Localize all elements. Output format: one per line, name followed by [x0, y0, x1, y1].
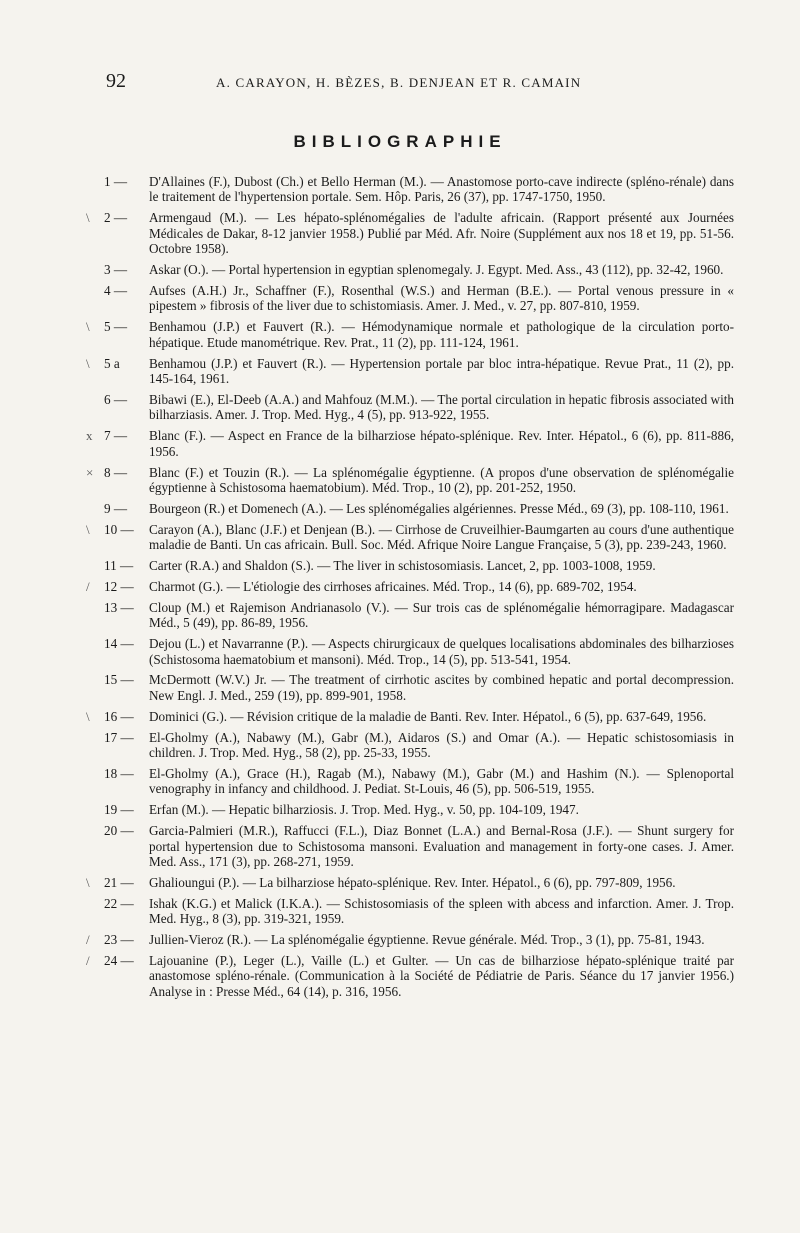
reference-text: Cloup (M.) et Rajemison Andrianasolo (V.). — Sur trois cas de splénomégalie hémorragipare. Madagascar Méd., 5 (49), pp. 86-89, 1956. [149, 599, 734, 631]
reference-text: Dominici (G.). — Révision critique de la maladie de Banti. Rev. Inter. Hépatol., 6 (5), pp. 637-649, 1956. [149, 708, 707, 724]
reference-entry [104, 672, 734, 703]
reference-entry [104, 262, 734, 277]
reference-entry [104, 730, 734, 761]
reference-entry [86, 874, 734, 890]
reference-entry [104, 896, 734, 927]
reference-list [86, 174, 734, 1005]
reference-text: Ghalioungui (P.). — La bilharziose hépato-splénique. Rev. Inter. Hépatol., 6 (6), pp. 797-809, 1956. [149, 874, 676, 890]
reference-text: Carter (R.A.) and Shaldon (S.). — The liver in schistosomiasis. Lancet, 2, pp. 1003-1008, 1959. [149, 558, 656, 574]
reference-entry [86, 319, 734, 350]
reference-number: 13 — [104, 599, 134, 615]
reference-number: 12 — [104, 578, 134, 594]
reference-text: McDermott (W.V.) Jr. — The treatment of cirrhotic ascites by combined hepatic and portal decompression. New Engl. J. Med., 259 (19), pp. 899-901, 1958. [149, 672, 734, 703]
reference-number: 16 — [104, 708, 134, 724]
running-head: A. CARAYON, H. BÈZES, B. DENJEAN ET R. CAMAIN [216, 75, 582, 90]
reference-text: Armengaud (M.). — Les hépato-splénomégalies de l'adulte africain. (Rapport présenté aux Journées Médicales de Dakar, 8-12 janvier 1958.) Publié par Méd. Afr. Noire (Supplément aux nos 18 et 19, pp. 51-56. Octobre 1958). [149, 210, 734, 257]
reference-number: 5 a [104, 355, 120, 371]
reference-number: 21 — [104, 874, 134, 890]
reference-entry [86, 464, 734, 496]
margin-annotation: x [86, 428, 93, 444]
page-number: 92 [106, 70, 126, 92]
reference-entry [104, 823, 734, 869]
reference-number: 24 — [104, 953, 134, 969]
reference-text: Erfan (M.). — Hepatic bilharziosis. J. Trop. Med. Hyg., v. 50, pp. 104-109, 1947. [149, 802, 579, 818]
reference-number: 8 — [104, 464, 128, 480]
reference-text: Carayon (A.), Blanc (J.F.) et Denjean (B.). — Cirrhose de Cruveilhier-Baumgarten au cours d'une authentique maladie de Banti. Un cas africain. Bull. Soc. Méd. Afrique Noire Langue Française, 5 (3), pp. 239-243, 1960. [149, 521, 734, 553]
reference-number: 5 — [104, 319, 128, 335]
margin-annotation: / [86, 578, 90, 594]
reference-number: 22 — [104, 895, 134, 911]
reference-entry [86, 708, 734, 724]
reference-text: Askar (O.). — Portal hypertension in egyptian splenomegaly. J. Egypt. Med. Ass., 43 (112), pp. 32-42, 1960. [149, 262, 724, 278]
page-header [106, 70, 726, 98]
margin-annotation: \ [86, 319, 90, 335]
reference-entry [104, 283, 734, 314]
section-title: BIBLIOGRAPHIE [293, 132, 507, 151]
reference-entry [86, 521, 734, 553]
reference-entry [104, 636, 734, 667]
reference-number: 15 — [104, 672, 134, 688]
reference-entry [86, 932, 734, 948]
reference-text: Benhamou (J.P.) et Fauvert (R.). — Hémodynamique normale et pathologique de la circulation porto-hépatique. Etude manométrique. Rev. Prat., 11 (2), pp. 111-124, 1961. [149, 319, 734, 350]
reference-text: Ishak (K.G.) et Malick (I.K.A.). — Schistosomiasis of the spleen with abcess and infarction. Amer. J. Trop. Med. Hyg., 8 (3), pp. 319-321, 1959. [149, 895, 734, 927]
reference-entry [86, 210, 734, 257]
reference-text: Dejou (L.) et Navarranne (P.). — Aspects chirurgicaux de quelques localisations abdominales des bilharzioses (Schistosoma haematobium et mansoni). Méd. Trop., 14 (5), pp. 513-541, 1954. [149, 636, 734, 667]
reference-entry [104, 392, 734, 423]
reference-text: Bibawi (E.), El-Deeb (A.A.) and Mahfouz (M.M.). — The portal circulation in hepatic fibrosis associated with bilharziasis. Amer. J. Trop. Med. Hyg., 4 (5), pp. 913-922, 1955. [149, 391, 734, 423]
reference-number: 1 — [104, 174, 128, 189]
reference-text: El-Gholmy (A.), Grace (H.), Ragab (M.), Nabawy (M.), Gabr (M.) and Hashim (N.). — Splenoportal venography in infancy and childhood. J. Pediat. St-Louis, 46 (5), pp. 506-519, 1955. [149, 766, 734, 797]
reference-number: 10 — [104, 521, 134, 537]
reference-number: 4 — [104, 282, 128, 298]
reference-text: Blanc (F.) et Touzin (R.). — La splénomégalie égyptienne. (A propos d'une observation de splénomégalie égyptienne à Schistosoma haematobium). Méd. Trop., 10 (2), pp. 201-252, 1950. [149, 464, 734, 495]
margin-annotation: / [86, 932, 90, 948]
reference-text: D'Allaines (F.), Dubost (Ch.) et Bello Herman (M.). — Anastomose porto-cave indirecte (spléno-rénale) dans le traitement de l'hypertension portale. Sem. Hôp. Paris, 26 (37), pp. 1747-1750, 1950. [149, 174, 734, 205]
reference-number: 11 — [104, 558, 134, 574]
reference-text: Bourgeon (R.) et Domenech (A.). — Les splénomégalies algériennes. Presse Méd., 69 (3), pp. 108-110, 1961. [149, 500, 729, 516]
reference-entry [86, 355, 734, 387]
reference-entry [86, 428, 734, 459]
reference-entry [104, 766, 734, 797]
margin-annotation: \ [86, 874, 90, 890]
reference-text: Jullien-Vieroz (R.). — La splénomégalie égyptienne. Revue générale. Méd. Trop., 3 (1), pp. 75-81, 1943. [149, 932, 705, 948]
reference-number: 3 — [104, 262, 128, 278]
reference-text: Aufses (A.H.) Jr., Schaffner (F.), Rosenthal (W.S.) and Herman (B.E.). — Portal venous pressure in « pipestem » fibrosis of the liver due to schistomiasis. Amer. J. Med., v. 27, pp. 807-810, 1959. [149, 282, 734, 314]
reference-number: 14 — [104, 636, 134, 652]
margin-annotation: \ [86, 708, 90, 724]
reference-number: 17 — [104, 729, 134, 745]
reference-entry [104, 174, 734, 205]
margin-annotation: \ [86, 355, 90, 371]
reference-entry [104, 802, 734, 817]
margin-annotation: / [86, 953, 90, 969]
reference-number: 6 — [104, 391, 128, 407]
reference-entry [86, 953, 734, 999]
reference-text: Charmot (G.). — L'étiologie des cirrhoses africaines. Méd. Trop., 14 (6), pp. 689-702, 1954. [149, 578, 637, 594]
reference-number: 18 — [104, 766, 134, 781]
reference-number: 9 — [104, 500, 128, 516]
reference-text: Garcia-Palmieri (M.R.), Raffucci (F.L.), Diaz Bonnet (L.A.) and Bernal-Rosa (J.F.). — Shunt surgery for portal hypertension due to Schistosoma mansoni. Evaluation and management in forty-one cases. J. Amer. Med. Ass., 171 (3), pp. 268-271, 1959. [149, 823, 734, 870]
reference-text: El-Gholmy (A.), Nabawy (M.), Gabr (M.), Aidaros (S.) and Omar (A.). — Hepatic schistosomiasis in children. J. Trop. Med. Hyg., 58 (2), pp. 25-33, 1955. [149, 729, 734, 761]
margin-annotation: \ [86, 521, 90, 537]
reference-text: Lajouanine (P.), Leger (L.), Vaille (L.) et Gulter. — Un cas de bilharziose hépato-splénique traité par anastomose spléno-rénale. (Communication à la Société de Pédiatrie de Paris. Séance du 17 janvier 1956.) Analyse in : Presse Méd., 64 (14), p. 316, 1956. [149, 953, 734, 999]
reference-number: 19 — [104, 802, 134, 818]
reference-entry [104, 501, 734, 516]
reference-entry [104, 558, 734, 573]
reference-entry [104, 600, 734, 631]
margin-annotation: × [86, 464, 94, 480]
reference-text: Blanc (F.). — Aspect en France de la bilharziose hépato-splénique. Rev. Inter. Hépatol., 6 (6), pp. 811-886, 1956. [149, 428, 734, 459]
margin-annotation: \ [86, 210, 90, 226]
reference-entry [86, 578, 734, 594]
reference-text: Benhamou (J.P.) et Fauvert (R.). — Hypertension portale par bloc intra-hépatique. Revue Prat., 11 (2), pp. 145-164, 1961. [149, 355, 734, 386]
reference-number: 23 — [104, 932, 134, 948]
reference-number: 20 — [104, 823, 134, 839]
reference-number: 2 — [104, 210, 128, 226]
reference-number: 7 — [104, 428, 128, 444]
